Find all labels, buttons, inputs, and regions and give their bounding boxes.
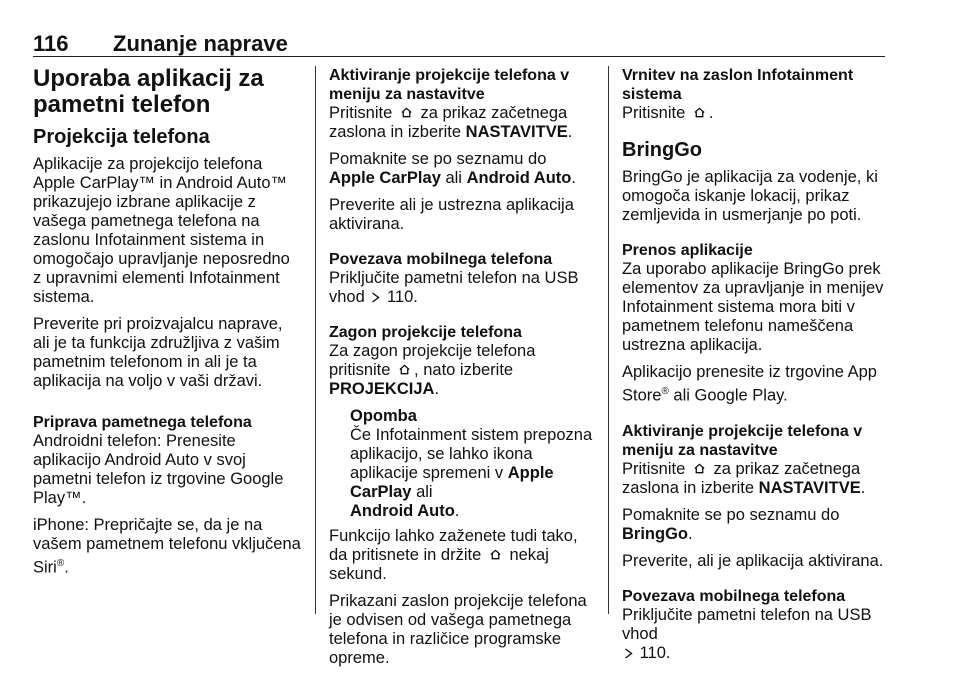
connect-paragraph: Priključite pametni telefon na USB vhod 110.	[622, 605, 872, 662]
verify-paragraph: Preverite ali je ustrezna aplikacija aktivirana.	[329, 196, 574, 233]
section-title: Uporaba aplikacij za pametni telefon	[33, 65, 264, 118]
return-heading: Vrnitev na zaslon Infotainment sistema	[622, 67, 854, 103]
subsection-title: Projekcija telefona	[33, 126, 210, 148]
verify-paragraph: Preverite, ali je aplikacija aktivirana.	[622, 551, 884, 570]
connect-paragraph: Priključite pametni telefon na USB vhod 110.	[329, 269, 579, 306]
android-paragraph: Androidni telefon: Prenesite aplikacijo Android Auto v svoj pametni telefon iz trgovine Google Play™.	[33, 432, 284, 507]
download-paragraph: Aplikacijo prenesite iz trgovine App Store® ali Google Play.	[622, 363, 877, 405]
note-title: Opomba	[350, 407, 417, 425]
transfer-heading: Prenos aplikacije	[622, 242, 753, 259]
chapter-title: Zunanje naprave	[113, 31, 288, 56]
iphone-paragraph: iPhone: Prepričajte se, da je na vašem pametnem telefonu vključena Siri®.	[33, 516, 301, 577]
compatibility-paragraph: Preverite pri proizvajalcu naprave, ali je ta funkcija združljiva z vašim pametnim telefonom in ali je ta aplikacija na voljo v vaši državi.	[33, 315, 283, 390]
column-divider	[608, 66, 609, 614]
column-2	[329, 66, 597, 676]
transfer-paragraph: Za uporabo aplikacije BringGo prek elementov za upravljanje in menijev Infotainment sistema mora biti v pametnem telefonu nameščena ustrezna aplikacija.	[622, 260, 884, 354]
long-press-paragraph: Funkcijo lahko zaženete tudi tako, da pritisnete in držite nekaj sekund.	[329, 527, 578, 583]
scroll-paragraph: Pomaknite se po seznamu do BringGo.	[622, 505, 840, 543]
connect-heading: Povezava mobilnega telefona	[329, 251, 553, 268]
display-paragraph: Prikazani zaslon projekcije telefona je odvisen od vašega pametnega telefona in različice programske opreme.	[329, 592, 587, 667]
home-icon	[693, 462, 706, 475]
page-reference-icon	[371, 292, 380, 303]
home-icon	[400, 106, 413, 119]
activate-heading: Aktiviranje projekcije telefona v meniju za nastavitve	[329, 67, 570, 103]
bringgo-title: BringGo	[622, 139, 702, 161]
return-paragraph: Pritisnite .	[622, 104, 714, 122]
page-header	[33, 30, 885, 57]
connect-heading: Povezava mobilnega telefona	[622, 587, 846, 605]
home-icon	[693, 106, 706, 119]
home-icon	[489, 548, 502, 561]
activate-heading: Aktiviranje projekcije telefona v meniju za nastavitve	[622, 422, 863, 459]
note-block: Opomba Če Infotainment sistem prepozna aplikacijo, se lahko ikona aplikacije spremeni v Apple CarPlay ali Android Auto.	[350, 407, 597, 521]
column-3	[622, 66, 887, 671]
bringgo-intro: BringGo je aplikacija za vodenje, ki omogoča iskanje lokacij, prikaz zemljevida in usmerjanje po poti.	[622, 168, 878, 224]
press-home-paragraph: Pritisnite za prikaz začetnega zaslona in izberite NASTAVITVE.	[329, 104, 573, 141]
start-paragraph: Za zagon projekcije telefona pritisnite , nato izberite PROJEKCIJA.	[329, 342, 536, 398]
page-reference-icon	[624, 648, 633, 659]
press-home-paragraph: Pritisnite za prikaz začetnega zaslona in izberite NASTAVITVE.	[622, 459, 866, 497]
page-number: 116	[33, 31, 69, 56]
column-divider	[315, 66, 316, 614]
prep-heading: Priprava pametnega telefona	[33, 414, 252, 431]
intro-paragraph: Aplikacije za projekcijo telefona Apple CarPlay™ in Android Auto™ prikazujejo izbrane aplikacije z vašega pametnega telefona na zaslonu Infotainment sistema in omogočajo upravljanje neposredno z upravnimi elementi Infotainment sistema.	[33, 155, 290, 306]
scroll-paragraph: Pomaknite se po seznamu do Apple CarPlay ali Android Auto.	[329, 150, 576, 187]
column-1	[33, 66, 301, 586]
start-heading: Zagon projekcije telefona	[329, 324, 522, 341]
home-icon	[398, 363, 411, 376]
